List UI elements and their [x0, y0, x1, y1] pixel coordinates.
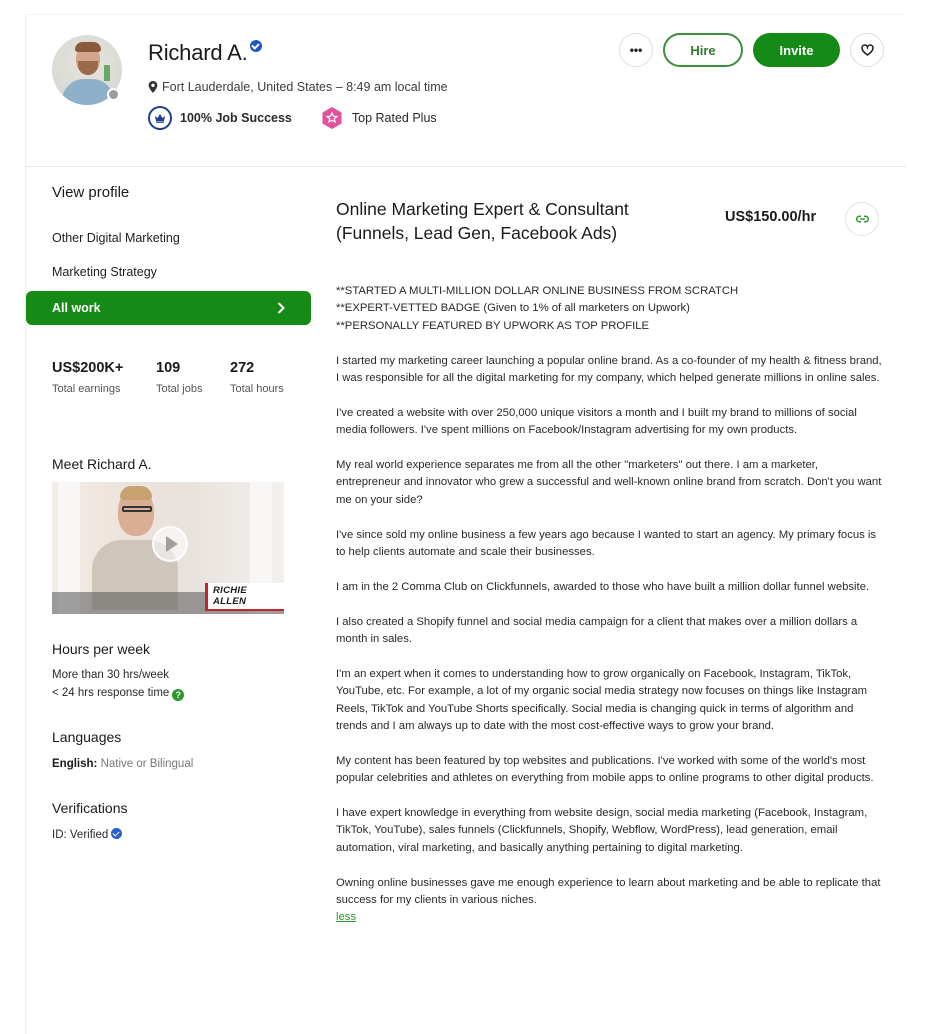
- more-options-button[interactable]: •••: [619, 33, 653, 67]
- location: Fort Lauderdale, United States – 8:49 am local time: [148, 80, 448, 94]
- description-paragraph: I started my marketing career launching a popular online brand. As a co-founder of my health & fitness brand, I was responsible for all the digital marketing for my company, which helped generate millions in online sales.: [336, 354, 882, 385]
- verifications-heading: Verifications: [52, 800, 128, 816]
- heart-icon: [861, 44, 874, 56]
- profile-name: Richard A.: [148, 40, 262, 66]
- hire-button[interactable]: Hire: [663, 33, 743, 67]
- sidebar-item-other-digital-marketing[interactable]: Other Digital Marketing: [52, 231, 180, 245]
- invite-button[interactable]: Invite: [753, 33, 840, 67]
- response-time: < 24 hrs response time ?: [52, 687, 184, 701]
- profile-card: [25, 14, 905, 1034]
- description-paragraph: Owning online businesses gave me enough experience to learn about marketing and be able to replicate that success for my clients in various niches.: [336, 876, 881, 907]
- profile-title: Online Marketing Expert & Consultant (Funnels, Lead Gen, Facebook Ads): [336, 199, 629, 243]
- job-success-badge: 100% Job Success: [148, 106, 292, 130]
- highlights: **STARTED A MULTI-MILLION DOLLAR ONLINE BUSINESS FROM SCRATCH **EXPERT-VETTED BADGE (Given to 1% of all marketers on Upwork) **PERSONALLY FEATURED BY UPWORK AS TOP PROFILE: [336, 285, 739, 332]
- stats: [52, 360, 306, 395]
- hourly-rate: US$150.00/hr: [725, 209, 817, 225]
- description-paragraph: I've since sold my online business a few years ago because I wanted to start an agency. My primary focus is to help clients automate and scale their businesses.: [336, 528, 877, 559]
- intro-video[interactable]: [52, 482, 284, 614]
- help-icon[interactable]: ?: [172, 689, 184, 701]
- sidebar-item-all-work[interactable]: All work: [26, 291, 311, 325]
- description-paragraph: I am in the 2 Comma Club on Clickfunnels, awarded to those who have built a million dollar funnel website.: [336, 580, 870, 593]
- stat-total-hours: 272 Total hours: [230, 360, 284, 395]
- copy-link-button[interactable]: [845, 202, 879, 236]
- hours-per-week: More than 30 hrs/week: [52, 669, 169, 681]
- hours-heading: Hours per week: [52, 641, 151, 657]
- top-rated-plus-badge: Top Rated Plus: [320, 106, 437, 130]
- top-rated-plus-icon: [320, 106, 344, 130]
- video-name-tag: RICHIE ALLEN: [205, 583, 284, 611]
- view-profile-heading: View profile: [52, 184, 130, 201]
- show-less-link[interactable]: less: [336, 911, 357, 924]
- description-paragraph: My content has been featured by top websites and publications. I've worked with some of the world's most popular celebrities and athletes on everything from mobile apps to online programs to other digital products.: [336, 754, 874, 785]
- save-favorite-button[interactable]: [850, 33, 884, 67]
- crown-icon: [148, 106, 172, 130]
- video-heading: Meet Richard A.: [52, 456, 152, 472]
- verified-check-icon: [111, 828, 122, 839]
- offline-status-dot: [107, 88, 120, 101]
- description-paragraph: I have expert knowledge in everything from website design, social media marketing (Facebook, Instagram, TikTok, YouTube), sales funnels (Clickfunnels, Shopify, Webflow, WordPress), lead generation, email automation, viral marketing, and basically anything pertaining to digital marketing.: [336, 807, 868, 854]
- id-verification: ID: Verified: [52, 828, 122, 841]
- stat-total-jobs: 109 Total jobs: [156, 360, 203, 395]
- play-icon[interactable]: [152, 526, 188, 562]
- description-paragraph: My real world experience separates me from all the other "marketers" out there. I am a marketer, entrepreneur and innovator who grew a successful and well-known online brand from scratch. Don't you want me on your side?: [336, 459, 882, 506]
- description-paragraph: I've created a website with over 250,000 unique visitors a month and I built my brand to millions of social media followers. I've spent millions on Facebook/Instagram advertising for my own products.: [336, 406, 857, 437]
- stat-total-earnings: US$200K+ Total earnings: [52, 360, 124, 395]
- language-item: English: Native or Bilingual: [52, 758, 194, 770]
- badges: [148, 106, 437, 130]
- header-actions: [619, 33, 884, 67]
- verified-badge-icon: [250, 40, 262, 52]
- location-pin-icon: [148, 81, 158, 93]
- chevron-right-icon: [277, 302, 285, 314]
- description-paragraph: I also created a Shopify funnel and social media campaign for a client that makes over a million dollars a month in sales.: [336, 615, 858, 646]
- sidebar-item-marketing-strategy[interactable]: Marketing Strategy: [52, 265, 157, 279]
- link-icon: [856, 215, 869, 223]
- profile-header: [26, 15, 906, 167]
- languages-heading: Languages: [52, 729, 122, 745]
- description-paragraph: I'm an expert when it comes to understanding how to grow organically on Facebook, Instagram, TikTok, YouTube, etc. For example, a lot of my organic social media strategy now focuses on things like Instagram Reels, TikTok and YouTube Shorts specifically. Social media is changing quick in terms of algorithm and trends and I am always up to date with the most cost-effective ways to grow your brand.: [336, 667, 868, 733]
- profile-description: [336, 283, 884, 927]
